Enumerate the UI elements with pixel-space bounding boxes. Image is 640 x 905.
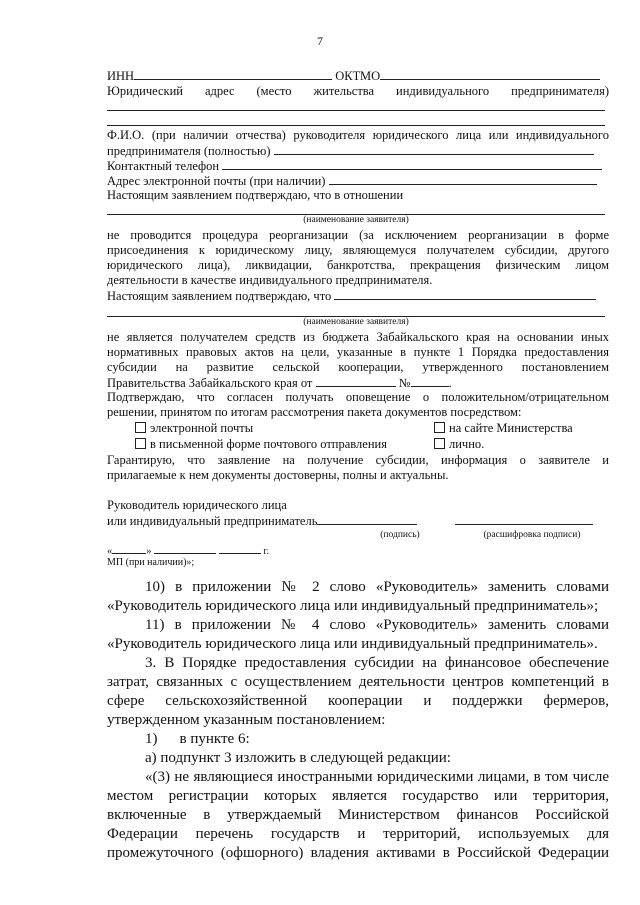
- quote3-line: местом регистрации которых является государство или территория,: [107, 788, 609, 804]
- applicant-field-2[interactable]: [334, 288, 596, 300]
- inn-label: ИНН: [107, 69, 135, 83]
- item10-line: 10) в приложении № 2 слово «Руководитель» заменить словами: [145, 579, 609, 595]
- year-suffix: г.: [263, 546, 270, 557]
- quote3-line: промежуточного (офшорного) владения активами в Российской Федерации: [107, 845, 609, 861]
- option-email[interactable]: [135, 421, 335, 436]
- phone-line: [107, 158, 609, 174]
- phone-field[interactable]: [222, 158, 602, 170]
- fio-field[interactable]: [274, 143, 594, 155]
- address-label-line: [107, 84, 609, 99]
- quote-open: «: [107, 546, 113, 557]
- quote3-line: «(3) не являющиеся иностранными юридическими лицами, в том числе: [145, 769, 609, 785]
- item11-line: «Руководитель юридического лица или индивидуальный предприниматель».: [107, 636, 598, 652]
- date-day-field[interactable]: [112, 542, 146, 554]
- head-label-2: или индивидуальный предприниматель: [107, 514, 318, 528]
- decree-number-field[interactable]: [411, 375, 449, 387]
- decree-date-field[interactable]: [316, 375, 396, 387]
- email-line: [107, 173, 609, 189]
- phone-label: Контактный телефон: [107, 159, 220, 173]
- address-word: (место: [256, 84, 292, 98]
- mp-label: МП (при наличии)»;: [107, 557, 195, 568]
- section3-line: 3. В Порядке предоставления субсидии на финансовое обеспечение: [145, 655, 609, 671]
- address-word: жительства: [313, 84, 375, 98]
- fio-label-2: предпринимателя (полностью): [107, 144, 271, 158]
- signature-field[interactable]: [317, 513, 417, 525]
- email-field[interactable]: [329, 173, 597, 185]
- fio-label-1: Ф.И.О. (при наличии отчества) руководителя юридического лица или индивидуального: [107, 128, 609, 142]
- date-year-field[interactable]: [219, 542, 261, 554]
- address-word: Юридический: [107, 84, 183, 98]
- para1-line: деятельности в качестве индивидуального предпринимателя.: [107, 273, 433, 287]
- para1-line: присоединения к юридическому лицу, являющемуся получателем субсидии, другого: [107, 243, 609, 257]
- option-personal-label: лично.: [449, 437, 485, 451]
- section3-line: сфере сельскохозяйственной кооперации и поддержки фермеров,: [107, 693, 609, 709]
- address-field-1[interactable]: [107, 110, 605, 111]
- confirm2-line: [107, 288, 609, 304]
- email-label: Адрес электронной почты (при наличии): [107, 174, 326, 188]
- subitem1-text: в пункте 6:: [179, 731, 250, 747]
- option-post-label: в письменной форме почтового отправления: [150, 437, 387, 451]
- address-word: адрес: [204, 84, 235, 98]
- para3-line: решении, принятом по итогам рассмотрения пакета документов посредством:: [107, 405, 522, 419]
- item10-line: «Руководитель юридического лица или индивидуальный предприниматель»;: [107, 598, 599, 614]
- signature-decode-field[interactable]: [455, 513, 593, 525]
- option-email-label: электронной почты: [150, 421, 254, 435]
- option-site[interactable]: [434, 421, 609, 436]
- para1-line: не проводится процедура реорганизации (за исключением реорганизации в форме: [107, 228, 609, 242]
- checkbox-post[interactable]: [135, 438, 146, 449]
- para4-line: прилагаемые к нем документы достоверны, полны и актуальны.: [107, 468, 449, 482]
- option-personal[interactable]: [434, 437, 609, 452]
- quote3-line: Федерации перечень государств и территорий, используемых для: [107, 826, 609, 842]
- para1-line: юридического лица), ликвидации, банкротства, прекращения физическим лицом: [107, 258, 609, 272]
- oktmo-label: ОКТМО: [335, 69, 381, 83]
- checkbox-personal[interactable]: [434, 438, 445, 449]
- address-word: предпринимателя): [511, 84, 609, 98]
- quote-close: »: [146, 546, 152, 557]
- inn-oktmo-line: [107, 68, 609, 84]
- option-site-label: на сайте Министерства: [449, 421, 573, 435]
- para2-text: Правительства Забайкальского края от: [107, 376, 313, 390]
- caption-applicant: (наименование заявителя): [303, 215, 409, 225]
- head-line-2: [107, 513, 609, 529]
- para2-line: нормативных правовых актов на цели, указанные в пункте 1 Порядка предоставления: [107, 345, 609, 359]
- address-field-2[interactable]: [107, 125, 605, 126]
- quote3-line: включенные в утверждаемый Министерством финансов Российской: [107, 807, 609, 823]
- para2-line: субсидии на развитие сельской кооперации, утвержденного постановлением: [107, 360, 609, 374]
- subitem1-number: 1): [145, 731, 158, 747]
- checkbox-site[interactable]: [434, 422, 445, 433]
- subitem-a-line: а) подпункт 3 изложить в следующей редакции:: [145, 750, 451, 766]
- subitem1-line: [107, 730, 609, 749]
- caption-applicant-2: (наименование заявителя): [303, 317, 409, 327]
- date-month-field[interactable]: [154, 542, 216, 554]
- checkbox-email[interactable]: [135, 422, 146, 433]
- para3-line: Подтверждаю, что согласен получать оповещение о положительном/отрицательном: [107, 390, 609, 404]
- caption-decode: (расшифровка подписи): [483, 530, 581, 540]
- para2-line: не является получателем средств из бюджета Забайкальского края на основании иных: [107, 330, 609, 344]
- number-sign: №: [398, 376, 411, 390]
- section3-line: утвержденном указанным постановлением:: [107, 712, 386, 728]
- oktmo-field[interactable]: [380, 68, 600, 80]
- fio-line-2: [107, 143, 609, 159]
- para4-line: Гарантирую, что заявление на получение субсидии, информация о заявителе и: [107, 453, 609, 467]
- caption-sign: (подпись): [380, 530, 420, 540]
- confirm2-label: Настоящим заявлением подтверждаю, что: [107, 289, 332, 303]
- section3-line: затрат, связанных с осуществлением деятельности центров компетенций в: [107, 674, 609, 690]
- item11-line: 11) в приложении № 4 слово «Руководитель» заменить словами: [145, 617, 609, 633]
- option-post[interactable]: [135, 437, 425, 452]
- inn-field[interactable]: [134, 68, 332, 80]
- head-label-1: Руководитель юридического лица: [107, 498, 287, 512]
- confirm1-label: Настоящим заявлением подтверждаю, что в отношении: [107, 188, 404, 202]
- para2-last-line: Правительства Забайкальского края от № .: [107, 376, 452, 390]
- page-number: 7: [317, 34, 323, 48]
- address-word: индивидуального: [396, 84, 490, 98]
